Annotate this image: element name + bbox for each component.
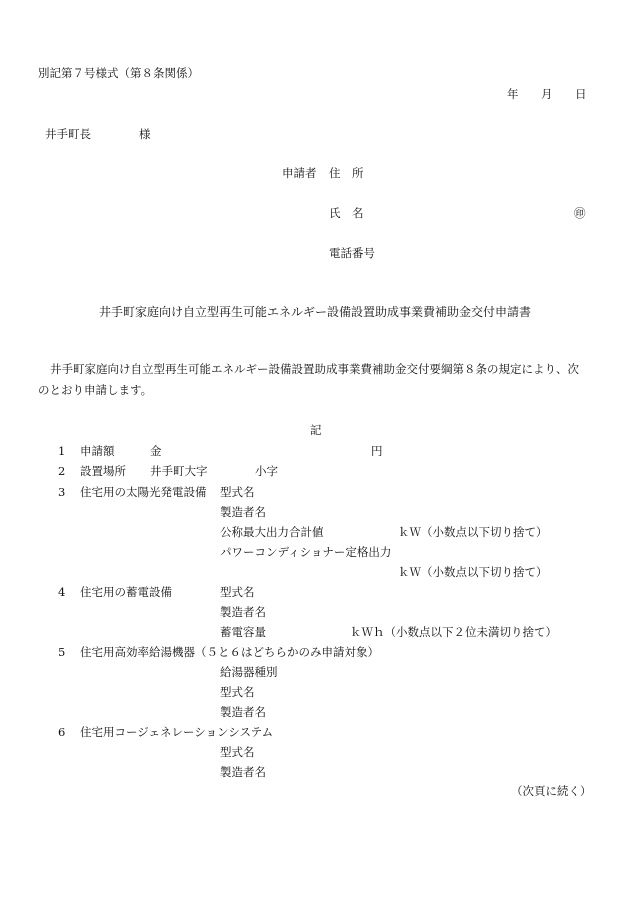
continued-note: （次頁に続く） — [511, 784, 592, 798]
item-1-kin: 金 — [150, 444, 162, 458]
date-day: 日 — [575, 87, 587, 101]
item-6-number: 6 — [58, 725, 66, 739]
item-3-label: 住宅用の太陽光発電設備 — [80, 485, 207, 499]
item-3-unit-1: ｋＷ（小数点以下切り捨て） — [398, 525, 548, 539]
document-title: 井手町家庭向け自立型再生可能エネルギー設備設置助成事業費補助金交付申請書 — [98, 305, 531, 319]
item-4-unit: ｋＷｈ（小数点以下２位未満切り捨て） — [350, 625, 557, 639]
item-5-maker: 製造者名 — [220, 705, 266, 719]
item-6-model: 型式名 — [220, 745, 255, 759]
form-label: 別記第７号様式（第８条関係） — [38, 66, 199, 80]
body-paragraph: 井手町家庭向け自立型再生可能エネルギー設備設置助成事業費補助金交付要綱第８条の規定により、次のとおり申請します。 — [38, 362, 579, 397]
ki-marker: 記 — [310, 423, 322, 437]
item-5-label: 住宅用高効率給湯機器（５と６はどちらかのみ申請対象） — [80, 645, 379, 659]
date-year: 年 — [507, 87, 519, 101]
item-2-oaza: 井手町大字 — [150, 464, 208, 478]
item-1-yen: 円 — [371, 444, 383, 458]
item-3-nominal-output: 公称最大出力合計値 — [220, 525, 324, 539]
applicant-label: 申請者 — [282, 166, 317, 180]
item-6-label: 住宅用コージェネレーションシステム — [80, 725, 274, 739]
address-label: 住 所 — [329, 166, 364, 180]
item-4-number: 4 — [58, 585, 66, 599]
item-6-maker: 製造者名 — [220, 765, 266, 779]
item-1-number: 1 — [58, 444, 66, 458]
addressee-name: 井手町長 — [45, 127, 91, 141]
item-2-number: 2 — [58, 464, 66, 478]
item-3-model: 型式名 — [220, 485, 255, 499]
phone-label: 電話番号 — [329, 246, 375, 260]
item-2-label: 設置場所 — [80, 464, 126, 478]
item-5-type: 給湯器種別 — [220, 665, 278, 679]
item-2-koaza: 小字 — [255, 464, 278, 478]
date-month: 月 — [541, 87, 553, 101]
item-5-model: 型式名 — [220, 685, 255, 699]
seal-mark: ㊞ — [574, 206, 586, 220]
item-3-unit-2: ｋＷ（小数点以下切り捨て） — [398, 565, 548, 579]
item-3-number: 3 — [58, 485, 66, 499]
item-3-maker: 製造者名 — [220, 505, 266, 519]
item-4-capacity: 蓄電容量 — [220, 625, 266, 639]
item-5-number: 5 — [58, 645, 66, 659]
item-4-maker: 製造者名 — [220, 605, 266, 619]
name-label: 氏 名 — [329, 206, 364, 220]
addressee-honorific: 様 — [139, 127, 151, 141]
item-1-label: 申請額 — [80, 444, 115, 458]
item-4-model: 型式名 — [220, 585, 255, 599]
item-4-label: 住宅用の蓄電設備 — [80, 585, 172, 599]
item-3-pcs-output: パワーコンディショナー定格出力 — [220, 545, 392, 559]
